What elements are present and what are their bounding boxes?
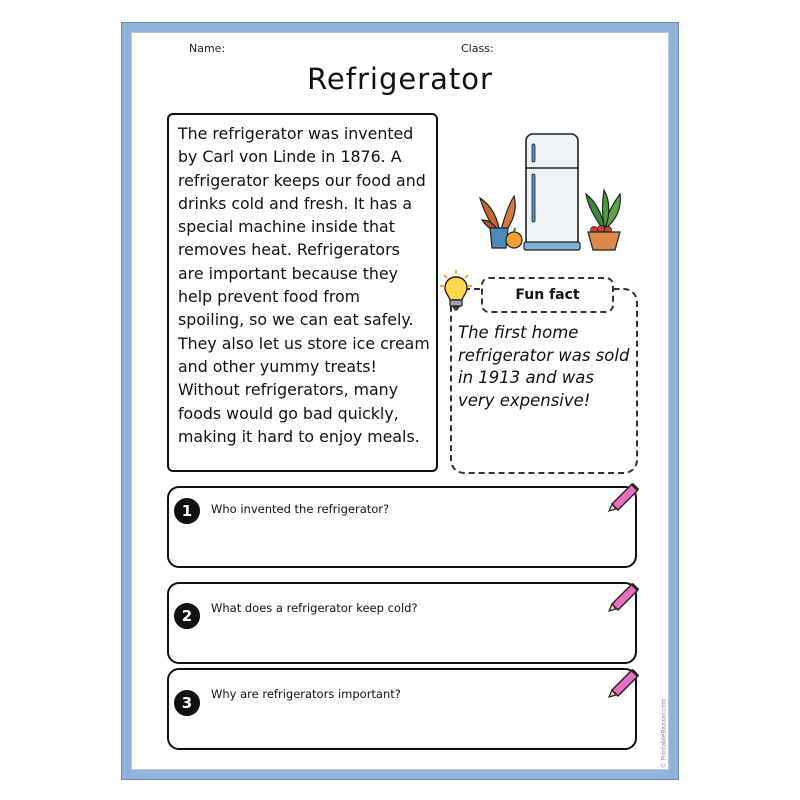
question-1-text: Who invented the refrigerator?: [211, 502, 390, 516]
fun-fact-title: Fun fact: [481, 277, 614, 313]
plant-right-icon: [586, 190, 620, 250]
question-1-answer-box[interactable]: [167, 486, 637, 568]
question-3-answer-box[interactable]: [167, 668, 637, 750]
question-2-text: What does a refrigerator keep cold?: [211, 601, 418, 615]
pencil-icon: [606, 482, 642, 514]
question-3-number: 3: [174, 690, 200, 716]
watermark: [657, 700, 667, 770]
pencil-icon: [606, 582, 642, 614]
question-3-text: Why are refrigerators important?: [211, 687, 401, 701]
watermark-text: © PrintableBazaar.com: [660, 698, 668, 769]
fun-fact-text: The first home refrigerator was sold in 1913 and was very expensive!: [458, 323, 630, 410]
name-label: Name:: [189, 42, 226, 55]
question-1-number: 1: [174, 498, 200, 524]
page-title: Refrigerator: [307, 62, 493, 96]
refrigerator-illustration: [470, 124, 640, 256]
fridge-icon: [524, 134, 580, 250]
lightbulb-icon: [438, 268, 474, 312]
class-label: Class:: [461, 42, 494, 55]
reading-passage-box: [167, 113, 438, 472]
question-2-answer-box[interactable]: [167, 582, 637, 664]
pumpkin-icon: [506, 228, 522, 248]
question-2-number: 2: [174, 603, 200, 629]
pencil-icon: [606, 668, 642, 700]
reading-passage-text: The refrigerator was invented by Carl von Linde in 1876. A refrigerator keeps our food and drinks cold and fresh. It has a special machine inside that removes heat. Refrigerators are important because they help prevent food from spoiling, so we can eat safely. They also let us store ice cream and other yummy treats! Without refrigerators, many foods would go bad quickly, making it hard to enjoy meals.: [178, 124, 430, 446]
